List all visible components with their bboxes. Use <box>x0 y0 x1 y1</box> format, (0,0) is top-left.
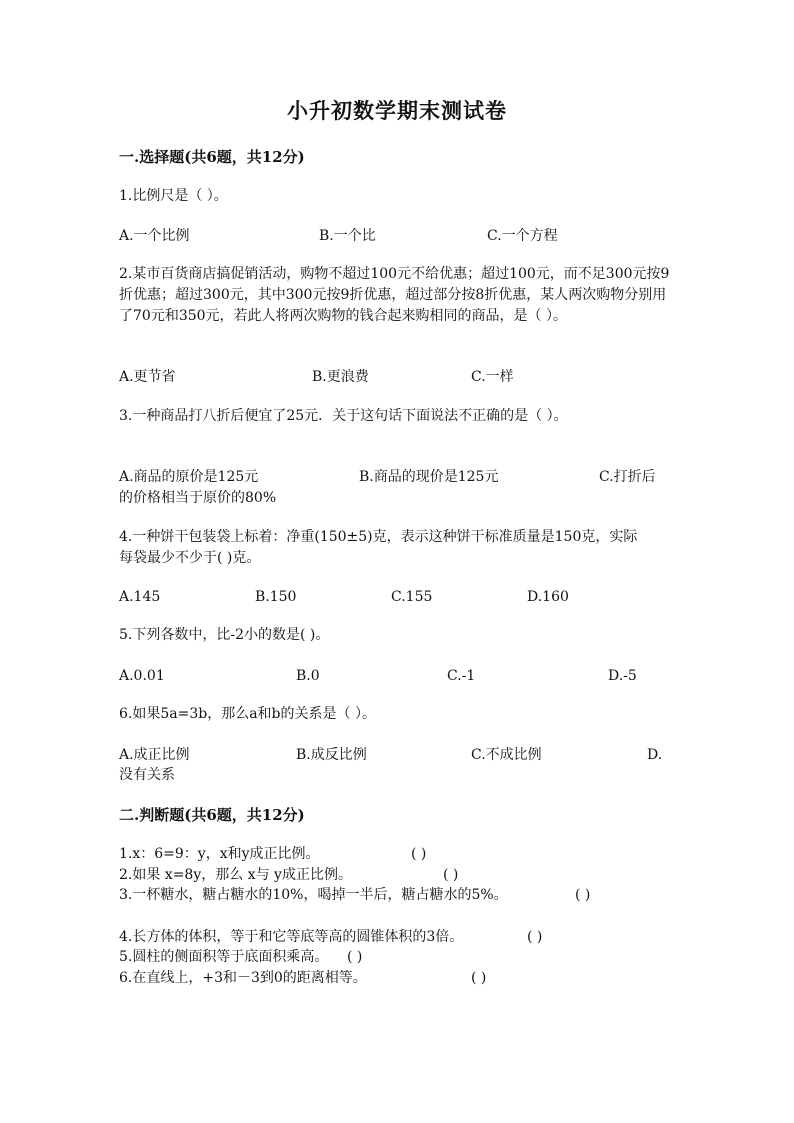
option-b: B.0 <box>296 668 320 684</box>
option-b: B.一个比 <box>319 228 376 244</box>
question-6-options <box>119 745 679 766</box>
judge-item <box>119 865 679 886</box>
answer-parentheses: ( ) <box>575 887 591 903</box>
question-1-options <box>119 226 679 247</box>
option-c: C.一个方程 <box>487 228 558 244</box>
answer-parentheses: ( ) <box>347 949 363 965</box>
question-3-options <box>119 467 679 488</box>
question-2-options <box>119 367 679 388</box>
option-b: B.商品的现价是125元 <box>359 469 499 485</box>
question-5: 5.下列各数中，比-2小的数是( )。 <box>119 627 330 643</box>
judge-item <box>119 844 679 865</box>
judge-text: 1.x：6=9：y，x和y成正比例。 <box>119 846 320 862</box>
judge-text: 5.圆柱的侧面积等于底面积乘高。 <box>119 949 329 965</box>
option-a: A.成正比例 <box>119 747 190 763</box>
section-heading-judge: 二.判断题(共6题，共12分) <box>119 806 305 824</box>
question-4: 4.一种饼干包装袋上标着：净重(150±5)克，表示这种饼干标准质量是150克，实际每袋最少不少于( )克。 <box>119 529 638 566</box>
answer-parentheses: ( ) <box>443 867 459 883</box>
question-4-options <box>119 587 679 608</box>
option-d: D. <box>647 747 663 763</box>
question-6-options-wrap <box>119 765 679 786</box>
option-a: A.一个比例 <box>119 228 190 244</box>
judge-item <box>119 947 679 968</box>
option-d: D.160 <box>527 589 569 605</box>
option-c: C.一样 <box>471 369 514 385</box>
judge-text: 3.一杯糖水，糖占糖水的10%，喝掉一半后，糖占糖水的5%。 <box>119 887 508 903</box>
judge-item <box>119 927 679 948</box>
option-b: B.更浪费 <box>312 369 369 385</box>
option-d-continued: 没有关系 <box>119 767 175 783</box>
option-a: A.0.01 <box>119 668 165 684</box>
option-c: C.不成比例 <box>471 747 542 763</box>
option-b: B.150 <box>255 589 297 605</box>
answer-parentheses: ( ) <box>471 970 487 986</box>
option-a: A.商品的原价是125元 <box>119 469 259 485</box>
question-1: 1.比例尺是（ ）。 <box>119 188 228 204</box>
option-a: A.更节省 <box>119 369 176 385</box>
option-c: C.-1 <box>447 668 476 684</box>
answer-parentheses: ( ) <box>527 929 543 945</box>
judge-text: 4.长方体的体积，等于和它等底等高的圆锥体积的3倍。 <box>119 929 464 945</box>
option-a: A.145 <box>119 589 161 605</box>
option-c: C.打折后 <box>599 469 656 485</box>
option-d: D.-5 <box>608 668 637 684</box>
question-3: 3.一种商品打八折后便宜了25元．关于这句话下面说法不正确的是（ ）。 <box>119 408 568 424</box>
judge-text: 6.在直线上，+3和－3到0的距离相等。 <box>119 970 367 986</box>
option-c-continued: 的价格相当于原价的80% <box>119 490 277 506</box>
judge-item <box>119 968 679 989</box>
question-2: 2.某市百货商店搞促销活动，购物不超过100元不给优惠；超过100元，而不足300元按9折优惠；超过300元，其中300元按9折优惠，超过部分按8折优惠，某人两次购物分别用了70元和350元，若此人将两次购物的钱合起来购相同的商品，是（ ）。 <box>119 266 670 324</box>
answer-parentheses: ( ) <box>411 846 427 862</box>
judge-item <box>119 885 679 906</box>
judge-text: 2.如果 x=8y，那么 x与 y成正比例。 <box>119 867 352 883</box>
section-heading-choice: 一.选择题(共6题，共12分) <box>119 148 305 166</box>
question-6: 6.如果5a=3b，那么a和b的关系是（ ）。 <box>119 706 376 722</box>
question-3-options-wrap <box>119 488 679 509</box>
option-b: B.成反比例 <box>296 747 367 763</box>
page-title: 小升初数学期末测试卷 <box>287 98 507 123</box>
option-c: C.155 <box>391 589 433 605</box>
question-5-options <box>119 666 679 687</box>
